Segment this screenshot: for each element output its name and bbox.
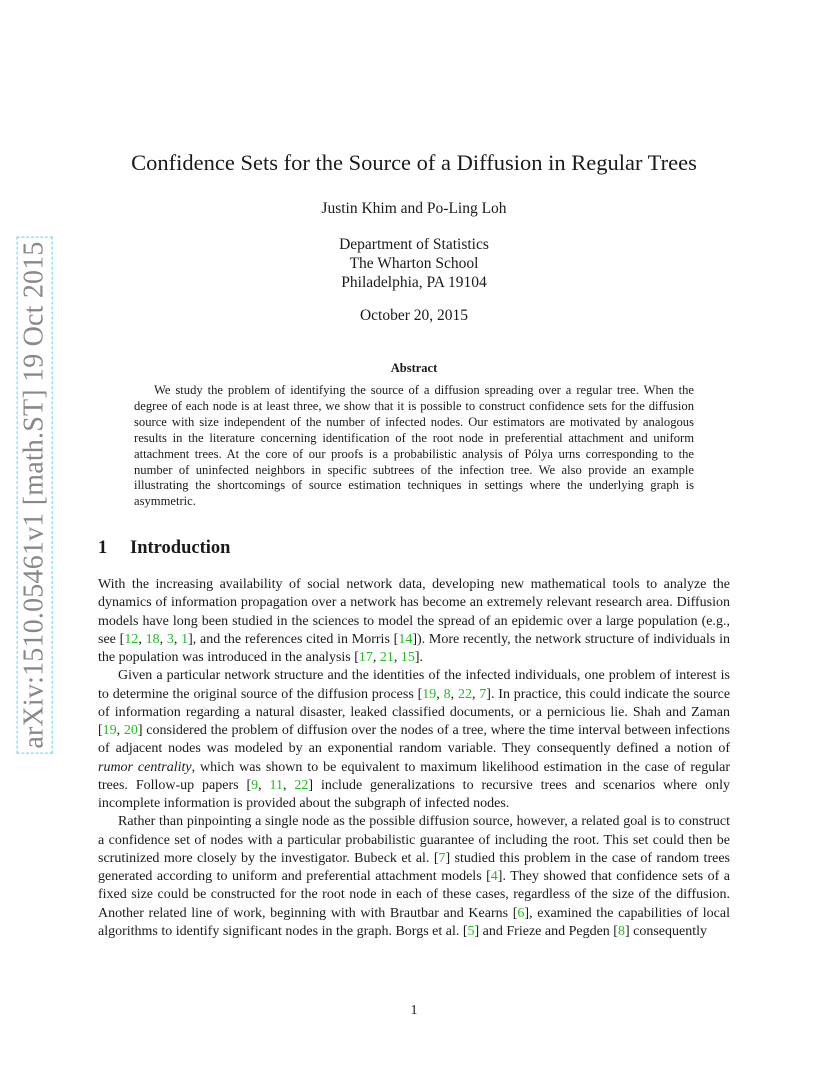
text-run: ] studied this problem in the case of random trees generated according to uniform and preferential attachment models [ [98,850,730,884]
citation-link[interactable]: 4 [490,869,498,884]
text-run: Given a particular network structure and the identities of the infected individuals, one problem of interest is to determine the original source of the diffusion process [ [98,668,730,702]
affiliation-school: The Wharton School [349,255,479,272]
text-run: , [436,686,444,702]
citation-link[interactable]: 3 [166,631,174,647]
text-run: ]. In practice, this could indicate the source of information regarding a natural disaster, leaked classified documents, or a pernicious lie. Shah and Zaman [ [98,686,731,738]
text-run: , [258,777,270,793]
text-run: , [116,723,124,738]
citation-link[interactable]: 18 [145,631,160,647]
page-number: 1 [410,1003,418,1018]
citation-link[interactable]: 19 [102,723,117,738]
text-run: With the increasing availability of social network data, developing new mathematical tools to analyze the dynamics of information propagation over a network has become an extremely relevant research area. Diffusion models have long been studied in the sciences to model the spread of an epidemic over a large population (e.g., see [ [98,577,730,647]
text-run: , [372,650,380,665]
citation-link[interactable]: 22 [294,777,309,793]
emphasized-term: rumor centrality [98,759,192,775]
paragraph [98,576,730,667]
abstract-text: We study the problem of identifying the source of a diffusion spreading over a regular tree. When the degree of each node is at least three, we show that it is possible to construct confidence sets for the diffusion source with size independent of the number of infected nodes. Our estimators are motivated by analogous results in the literature concerning identification of the root node in preferential attachment and uniform attachment trees. At the core of our proofs is a probabilistic analysis of Pólya urns corresponding to the number of uninfected neighbors in specific subtrees of the infection tree. We also provide an example illustrating the shortcomings of source estimation techniques in settings where the underlying graph is asymmetric. [134,383,694,509]
citation-link[interactable]: 15 [400,650,415,665]
text-run: , [159,631,167,647]
text-run: ], examined the capabilities of local algorithms to identify significant nodes in the graph. Borgs et al. [ [98,905,730,939]
paper-date: October 20, 2015 [359,307,469,324]
text-run: ]). More recently, the network structure of individuals in the population was introduced in the analysis [ [98,631,731,665]
citation-link[interactable]: 8 [617,923,625,939]
citation-link[interactable]: 1 [181,631,189,647]
text-run: ], and the references cited in Morris [ [188,631,399,647]
author-list: Justin Khim and Po-Ling Loh [321,200,507,217]
text-run: ] consequently [624,923,707,939]
citation-link[interactable]: 8 [443,686,451,702]
paper-title: Confidence Sets for the Source of a Diffusion in Regular Trees [131,150,697,175]
text-run: , [138,631,146,647]
section-number: 1 [98,538,108,558]
text-run: ] considered the problem of diffusion over the nodes of a tree, where the time interval between infections of adjacent nodes was modeled by an exponential random variable. They consequently defined a notion of [98,723,730,757]
section-title: Introduction [130,538,231,558]
citation-link[interactable]: 20 [123,723,138,738]
text-run: Rather than pinpointing a single node as the possible diffusion source, however, a related goal is to construct a confidence set of nodes with a particular probabilistic guarantee of including the root. This set could then be scrutinized more closely by the investigator. Bubeck et al. [ [98,814,730,866]
section-heading [98,538,230,559]
affiliation-address: Philadelphia, PA 19104 [341,274,487,291]
text-run: , [173,631,182,647]
citation-link[interactable]: 9 [251,777,259,793]
affiliation-department: Department of Statistics [339,236,489,253]
text-run: , [393,650,401,665]
abstract-heading: Abstract [390,361,438,375]
paragraph [98,667,730,813]
citation-link[interactable]: 14 [398,631,413,647]
arxiv-identifier[interactable]: arXiv:1510.05461v1 [math.ST] 19 Oct 2015 [17,236,53,753]
citation-link[interactable]: 22 [457,686,472,702]
citation-link[interactable]: 7 [438,850,446,866]
citation-link[interactable]: 12 [124,631,139,647]
paragraph [98,813,730,941]
text-run: ]. [414,650,424,665]
abstract-body [134,383,694,510]
text-run: , [450,686,458,702]
citation-link[interactable]: 11 [269,777,284,793]
citation-link[interactable]: 17 [358,650,373,665]
citation-link[interactable]: 5 [467,923,475,939]
text-run: ]. They showed that confidence sets of a fixed size could be constructed for the root node in each of these cases, regardless of the size of the diffusion. Another related line of work, beginning with with Brautbar and Kearns [ [98,869,730,921]
text-run: , [471,686,480,702]
citation-link[interactable]: 19 [422,686,437,702]
citation-link[interactable]: 21 [379,650,394,665]
citation-link[interactable]: 7 [479,686,487,702]
section-body [98,576,730,941]
citation-link[interactable]: 6 [517,905,525,921]
text-run: , [283,777,295,793]
text-run: , which was shown to be equivalent to maximum likelihood estimation in the case of regular trees. Follow-up papers [ [98,759,730,793]
text-run: ] include generalizations to recursive trees and scenarios where only incomplete information is provided about the subgraph of infected nodes. [98,777,731,811]
text-run: ] and Frieze and Pegden [ [474,923,618,939]
